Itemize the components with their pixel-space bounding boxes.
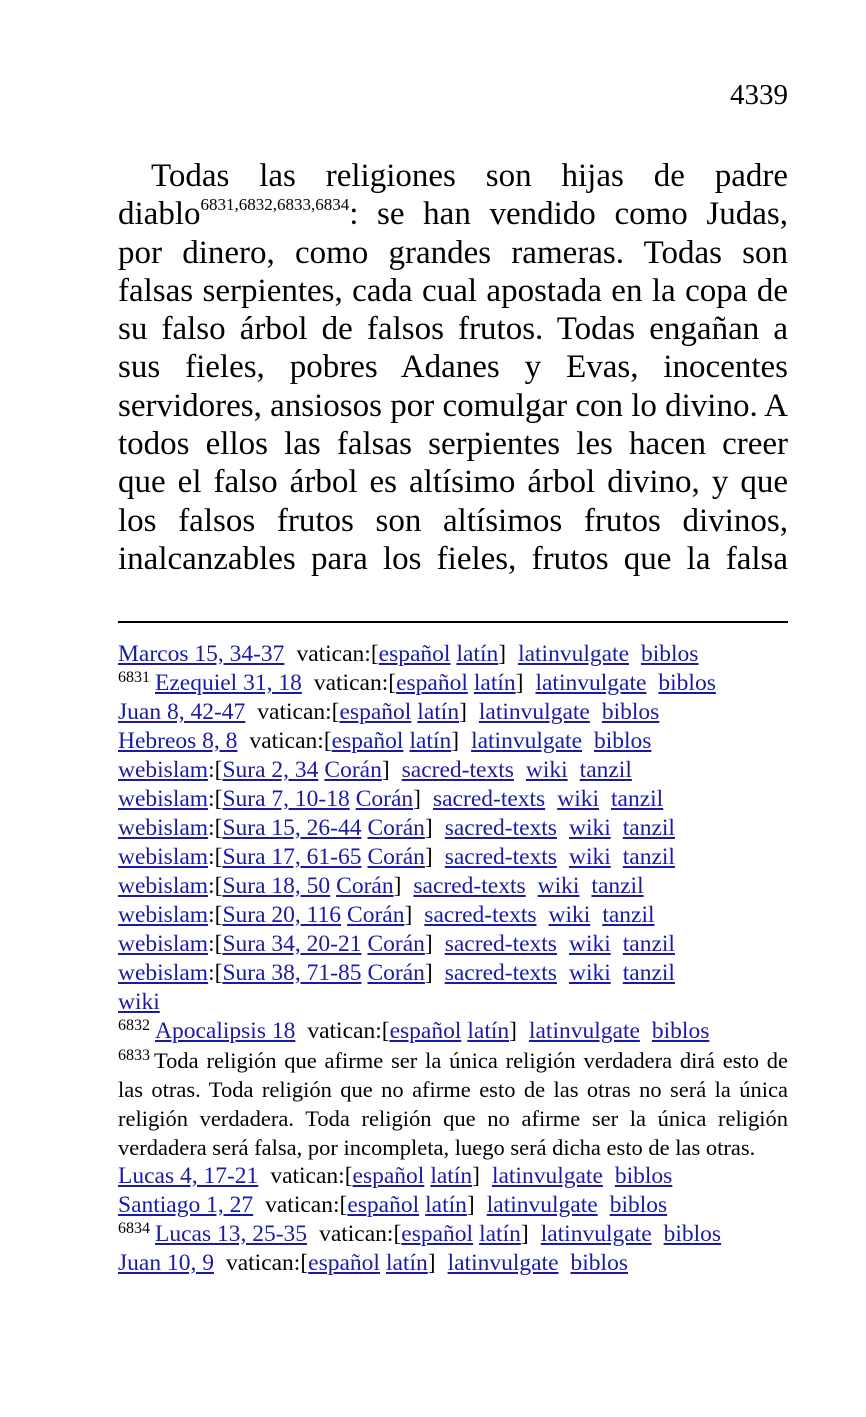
colon-bracket: :[ <box>208 757 223 783</box>
tanzil-link[interactable]: tanzil <box>579 757 632 783</box>
bracket-close: ] <box>509 1018 517 1044</box>
bracket-close: ] <box>459 699 467 725</box>
bracket-close: ] <box>424 815 433 841</box>
footnote-line <box>118 959 788 988</box>
footnote-line <box>118 1017 788 1046</box>
ref-juan-link[interactable]: Juan 8, 42-47 <box>118 699 246 725</box>
vatican-label: vatican:[ <box>265 1192 348 1218</box>
colon-bracket: :[ <box>208 873 223 899</box>
footnote-line <box>118 843 788 872</box>
latin-link[interactable]: latín <box>417 699 460 725</box>
bracket-close: ] <box>427 1250 436 1276</box>
bracket-close: ] <box>466 1192 475 1218</box>
bracket-close: ] <box>424 931 433 957</box>
footnote-line <box>118 669 788 698</box>
sacred-texts-link[interactable]: sacred-texts <box>413 873 526 899</box>
bracket-close: ] <box>498 641 507 667</box>
sacred-texts-link[interactable]: sacred-texts <box>432 786 546 812</box>
coran-link[interactable]: Corán <box>324 757 382 783</box>
webislam-link[interactable]: webislam <box>118 873 209 899</box>
tanzil-link[interactable]: tanzil <box>602 902 655 928</box>
vatican-label: vatican:[ <box>270 1163 353 1189</box>
espanol-link[interactable]: español <box>308 1250 380 1276</box>
espanol-link[interactable]: español <box>347 1192 420 1218</box>
vatican-label: vatican:[ <box>249 728 332 754</box>
footnote-divider <box>118 621 788 623</box>
latin-link[interactable]: latín <box>430 1163 473 1189</box>
bracket-close: ] <box>472 1163 480 1189</box>
tanzil-link[interactable]: tanzil <box>591 873 644 899</box>
footnote-line <box>118 988 788 1017</box>
footnote-number: 6832 <box>118 1017 150 1034</box>
colon-bracket: :[ <box>208 931 223 957</box>
footnote-line <box>118 1249 788 1278</box>
espanol-link[interactable]: español <box>396 670 468 696</box>
footnote-line <box>118 785 788 814</box>
page-number: 4339 <box>730 79 788 111</box>
vatican-label: vatican:[ <box>307 1018 390 1044</box>
colon-bracket: :[ <box>208 844 223 870</box>
footnotes <box>118 640 788 1278</box>
vatican-label: vatican:[ <box>319 1221 402 1247</box>
footnote-line <box>118 814 788 843</box>
biblos-link[interactable]: biblos <box>594 728 652 754</box>
latin-link[interactable]: latín <box>479 1221 521 1247</box>
latinvulgate-link[interactable]: latinvulgate <box>528 1018 640 1044</box>
ref-lucas-link[interactable]: Lucas 13, 25-35 <box>155 1221 308 1247</box>
webislam-link[interactable]: webislam <box>118 960 209 986</box>
biblos-link[interactable]: biblos <box>614 1163 673 1189</box>
espanol-link[interactable]: español <box>352 1163 425 1189</box>
footnote-line <box>118 640 788 669</box>
webislam-link[interactable]: webislam <box>118 757 209 783</box>
biblos-link[interactable]: biblos <box>601 699 660 725</box>
sacred-texts-link[interactable]: sacred-texts <box>444 815 557 841</box>
coran-link[interactable]: Corán <box>367 931 425 957</box>
latin-link[interactable]: latín <box>456 641 499 667</box>
footnote-number: 6834 <box>118 1220 150 1237</box>
latinvulgate-link[interactable]: latinvulgate <box>447 1250 559 1276</box>
paragraph-text-start: Todas las religiones son hijas de padre diablo <box>118 158 788 233</box>
ref-marcos-link[interactable]: Marcos 15, 34-37 <box>118 641 285 667</box>
vatican-label: vatican:[ <box>225 1250 309 1276</box>
bracket-close: ] <box>424 844 433 870</box>
footnote-6833-text: Toda religión que afirme ser la única religión verdadera dirá esto de las otras. Toda religión que no afirme esto de las otras no será la única religión verdadera. Toda religión que no afirme ser la única religión verdadera será falsa, por incompleta, luego será dicha esto de las otras. <box>118 1048 788 1160</box>
latin-link[interactable]: latín <box>409 728 452 754</box>
latinvulgate-link[interactable]: latinvulgate <box>478 699 590 725</box>
bracket-close: ] <box>393 873 402 899</box>
latinvulgate-link[interactable]: latinvulgate <box>491 1163 603 1189</box>
footnote-text <box>118 1046 788 1162</box>
colon-bracket: :[ <box>208 960 223 986</box>
ref-apocalipsis-link[interactable]: Apocalipsis 18 <box>155 1018 296 1044</box>
bracket-close: ] <box>424 960 433 986</box>
bracket-close: ] <box>381 757 390 783</box>
colon-bracket: :[ <box>208 786 223 812</box>
webislam-link[interactable]: webislam <box>118 786 209 812</box>
latinvulgate-link[interactable]: latinvulgate <box>471 728 582 754</box>
ref-sura-link[interactable]: Sura 2, 34 <box>222 757 319 783</box>
biblos-link[interactable]: biblos <box>641 641 699 667</box>
footnote-number: 6833 <box>118 1047 150 1064</box>
coran-link[interactable]: Corán <box>336 873 394 899</box>
ref-sura-link[interactable]: Sura 34, 20-21 <box>222 931 362 957</box>
footnote-line <box>118 872 788 901</box>
coran-link[interactable]: Corán <box>367 844 425 870</box>
footnote-line <box>118 727 788 756</box>
bracket-close: ] <box>413 786 421 812</box>
biblos-link[interactable]: biblos <box>658 670 716 696</box>
wiki-link[interactable]: wiki <box>568 960 611 986</box>
tanzil-link[interactable]: tanzil <box>622 960 675 986</box>
coran-link[interactable]: Corán <box>367 960 425 986</box>
body-paragraph <box>118 157 788 578</box>
sacred-texts-link[interactable]: sacred-texts <box>444 960 557 986</box>
latinvulgate-link[interactable]: latinvulgate <box>535 670 647 696</box>
footnote-number: 6831 <box>118 669 150 686</box>
vatican-label: vatican:[ <box>313 670 397 696</box>
sacred-texts-link[interactable]: sacred-texts <box>444 931 557 957</box>
wiki-link[interactable]: wiki <box>568 931 611 957</box>
bracket-close: ] <box>515 670 524 696</box>
wiki-link[interactable]: wiki <box>537 873 580 899</box>
tanzil-link[interactable]: tanzil <box>611 786 664 812</box>
biblos-link[interactable]: biblos <box>570 1250 628 1276</box>
espanol-link[interactable]: español <box>378 641 451 667</box>
latin-link[interactable]: latín <box>425 1192 467 1218</box>
webislam-link[interactable]: webislam <box>118 844 209 870</box>
ref-sura-link[interactable]: Sura 38, 71-85 <box>222 960 362 986</box>
ref-santiago-link[interactable]: Santiago 1, 27 <box>118 1192 254 1218</box>
footnote-line <box>118 930 788 959</box>
sacred-texts-link[interactable]: sacred-texts <box>401 757 514 783</box>
coran-link[interactable]: Corán <box>367 815 425 841</box>
webislam-link[interactable]: webislam <box>118 931 209 957</box>
espanol-link[interactable]: español <box>401 1221 474 1247</box>
latin-link[interactable]: latín <box>467 1018 510 1044</box>
webislam-link[interactable]: webislam <box>118 902 209 928</box>
biblos-link[interactable]: biblos <box>663 1221 722 1247</box>
wiki-link[interactable]: wiki <box>525 757 568 783</box>
espanol-link[interactable]: español <box>339 699 412 725</box>
wiki-link[interactable]: wiki <box>548 902 591 928</box>
ref-sura-link[interactable]: Sura 18, 50 <box>222 873 331 899</box>
footnote-line <box>118 901 788 930</box>
ref-sura-link[interactable]: Sura 17, 61-65 <box>222 844 362 870</box>
wiki-link[interactable]: wiki <box>568 844 611 870</box>
latin-link[interactable]: latín <box>385 1250 428 1276</box>
footnote-line <box>118 1162 788 1191</box>
ref-juan-link[interactable]: Juan 10, 9 <box>118 1250 214 1276</box>
bracket-close: ] <box>404 902 413 928</box>
latinvulgate-link[interactable]: latinvulgate <box>486 1192 598 1218</box>
sacred-texts-link[interactable]: sacred-texts <box>444 844 557 870</box>
footnote-line <box>118 756 788 785</box>
tanzil-link[interactable]: tanzil <box>622 844 675 870</box>
footnote-line <box>118 1220 788 1249</box>
webislam-link[interactable]: webislam <box>118 815 209 841</box>
latinvulgate-link[interactable]: latinvulgate <box>518 641 629 667</box>
paragraph-text-rest: : se han vendido como Judas, por dinero, como grandes rameras. Todas son falsas serpientes, cada cual apostada en la copa de su falso árbol de falsos frutos. Todas engañan a sus fieles, pobres Adanes y Evas, inocentes servidores, ansiosos por comulgar con lo divino. A todos ellos las falsas serpientes les hacen creer que el falso árbol es altísimo árbol divino, y que los falsos frutos son altísimos frutos divinos, inalcanzables para los fieles, frutos que la falsa <box>118 196 788 577</box>
ref-sura-link[interactable]: Sura 20, 116 <box>222 902 342 928</box>
wiki-link[interactable]: wiki <box>118 989 160 1015</box>
coran-link[interactable]: Corán <box>347 902 405 928</box>
ref-hebreos-link[interactable]: Hebreos 8, 8 <box>118 728 238 754</box>
vatican-label: vatican:[ <box>257 699 340 725</box>
wiki-link[interactable]: wiki <box>568 815 611 841</box>
bracket-close: ] <box>451 728 460 754</box>
latinvulgate-link[interactable]: latinvulgate <box>540 1221 652 1247</box>
bracket-close: ] <box>520 1221 529 1247</box>
ref-lucas-link[interactable]: Lucas 4, 17-21 <box>118 1163 259 1189</box>
coran-link[interactable]: Corán <box>355 786 414 812</box>
ref-ezequiel-link[interactable]: Ezequiel 31, 18 <box>155 670 302 696</box>
biblos-link[interactable]: biblos <box>651 1018 710 1044</box>
tanzil-link[interactable]: tanzil <box>622 815 675 841</box>
sacred-texts-link[interactable]: sacred-texts <box>424 902 537 928</box>
ref-sura-link[interactable]: Sura 7, 10-18 <box>222 786 350 812</box>
espanol-link[interactable]: español <box>389 1018 462 1044</box>
footnote-refs: 6831,6832,6833,6834 <box>200 195 350 215</box>
ref-sura-link[interactable]: Sura 15, 26-44 <box>222 815 362 841</box>
footnote-line <box>118 1191 788 1220</box>
vatican-label: vatican:[ <box>296 641 379 667</box>
footnote-line <box>118 698 788 727</box>
colon-bracket: :[ <box>208 902 223 928</box>
latin-link[interactable]: latín <box>473 670 516 696</box>
colon-bracket: :[ <box>208 815 223 841</box>
wiki-link[interactable]: wiki <box>557 786 599 812</box>
biblos-link[interactable]: biblos <box>609 1192 668 1218</box>
espanol-link[interactable]: español <box>331 728 404 754</box>
tanzil-link[interactable]: tanzil <box>622 931 675 957</box>
